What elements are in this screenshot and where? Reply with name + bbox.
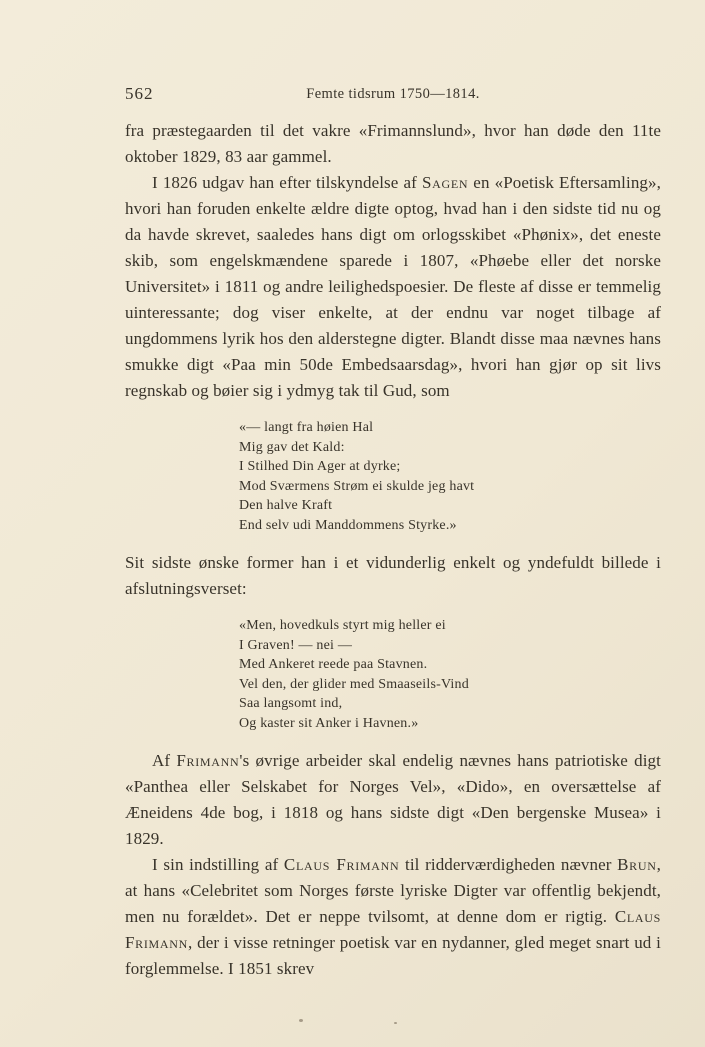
paragraph-text: I 1826 udgav han efter tilskyndelse af <box>152 173 422 192</box>
scan-speck <box>394 1022 397 1024</box>
paragraph <box>125 748 661 852</box>
page-number: 562 <box>125 84 154 103</box>
poem-line: Den halve Kraft <box>239 498 333 513</box>
small-caps-name: Brun <box>617 855 657 874</box>
poem-line: I Stilhed Din Ager at dyrke; <box>239 459 401 474</box>
poem-line: I Graven! — nei — <box>239 637 353 653</box>
poem-line: Vel den, der glider med Smaaseils-Vind <box>239 676 469 692</box>
poem-block <box>239 616 661 733</box>
paragraph-text: , der i visse retninger poetisk var en nydanner, gled meget snart ud i forglemmelse. I 1851 skrev <box>125 933 661 978</box>
poem-line: «— langt fra høien Hal <box>239 420 374 435</box>
poem-line: Mod Sværmens Strøm ei skulde jeg havt <box>239 478 475 494</box>
paragraph-text: til ridderværdigheden nævner <box>399 855 618 874</box>
paragraph <box>125 852 661 982</box>
paragraph <box>125 170 661 404</box>
page-header <box>125 84 661 106</box>
small-caps-name: Sagen <box>421 173 469 192</box>
paragraph-text: Sit sidste ønske former han i et vidunderlig enkelt og yndefuldt billede i afslutningsverset: <box>125 553 661 598</box>
paragraph-text: 's øvrige arbeider skal endelig nævnes hans patriotiske digt «Panthea eller Selskabet for Norges Vel», «Dido», en oversættelse af Æneidens 4de bog, i 1818 og hans sidste digt «Den bergenske Musea» i 1829. <box>125 751 661 848</box>
running-title: Femte tidsrum 1750—1814. <box>306 86 480 102</box>
poem-line: «Men, hovedkuls styrt mig heller ei <box>239 618 446 633</box>
poem-block <box>239 418 661 535</box>
small-caps-name: Claus Frimann <box>125 907 661 952</box>
paragraph-text: I sin indstilling af <box>152 855 284 874</box>
poem-line: Mig gav det Kald: <box>239 439 345 455</box>
poem-line: Og kaster sit Anker i Havnen.» <box>239 715 419 731</box>
poem-line: Med Ankeret reede paa Stavnen. <box>239 657 428 672</box>
paragraph-text: Af <box>152 751 177 770</box>
small-caps-name: Claus Frimann <box>283 855 400 874</box>
paragraph-text: en «Poetisk Eftersamling», hvori han foruden enkelte ældre digte optog, hvad han i den sidste tid nu og da havde skrevet, saaledes hans digt om orlogsskibet «Phønix», det eneste skib, som engelskmændene sparede i 1807, «Phøebe eller det norske Universitet» i 1811 og andre leilighedspoesier. De fleste af disse er temmelig uinteressante; dog viser enkelte, at der endnu var noget tilbage af ungdommens lyrik hos den alderstegne digter. Blandt disse maa nævnes hans smukke digt «Paa min 50de Embedsaarsdag», hvori han gjør op sit livs regnskab og bøier sig i ydmyg tak til Gud, som <box>125 173 661 400</box>
paragraph <box>125 550 661 602</box>
scan-speck <box>299 1019 303 1022</box>
paragraph <box>125 118 661 170</box>
poem-line: End selv udi Manddommens Styrke.» <box>239 517 457 533</box>
small-caps-name: Frimann <box>176 751 240 770</box>
poem-line: Saa langsomt ind, <box>239 696 343 711</box>
paragraph-text: , at hans «Celebritet som Norges første lyriske Digter var offentlig bekjendt, men nu forældet». Det er neppe tvilsomt, at denne dom er rigtig. <box>125 855 661 926</box>
paragraph-text: fra præstegaarden til det vakre «Frimannslund», hvor han døde den 11te oktober 1829, 83 aar gammel. <box>125 121 661 166</box>
page-body <box>125 118 661 982</box>
